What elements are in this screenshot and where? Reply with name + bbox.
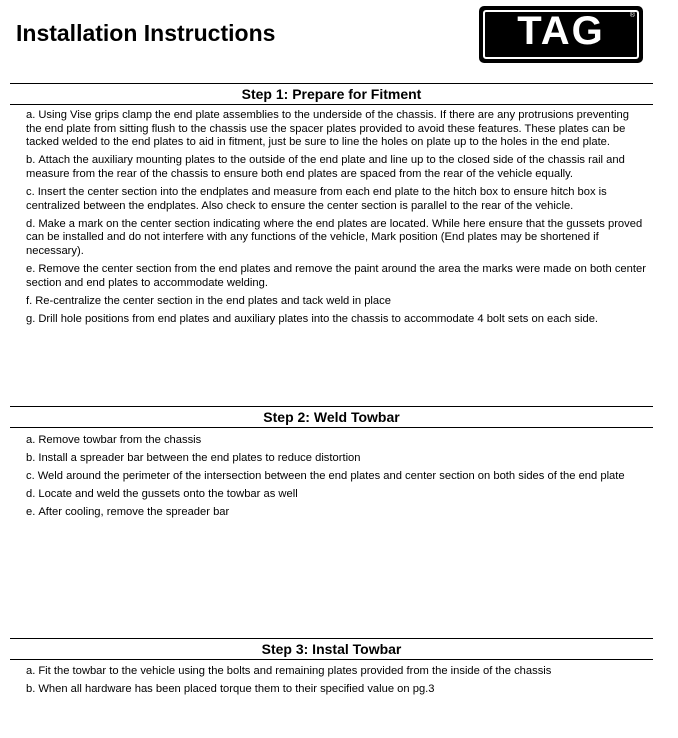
list-item: f. Re-centralize the center section in the end plates and tack weld in place bbox=[26, 294, 391, 307]
step-2-list bbox=[26, 434, 646, 524]
registered-mark: ® bbox=[629, 12, 635, 19]
list-item: a. Fit the towbar to the vehicle using the bolts and remaining plates provided from the inside of the chassis bbox=[26, 665, 552, 677]
list-item: d. Locate and weld the gussets onto the towbar as well bbox=[26, 488, 298, 501]
list-item: g. Drill hole positions from end plates and auxiliary plates into the chassis to accommodate 4 bolt sets on each side. bbox=[26, 312, 599, 325]
list-item: d. Make a mark on the center section indicating where the end plates are located. While here ensure that the gussets proved can be installed and do not interfere with any functions of the vehicle, Mark position (End plates may be shortened if necessary). bbox=[26, 217, 643, 257]
list-item: c. Weld around the perimeter of the intersection between the end plates and center section on both sides of the end plate bbox=[26, 470, 625, 483]
list-item: c. Insert the center section into the endplates and measure from each end plate to the hitch box to ensure hitch box is centralized between the endplates. Also check to ensure the center section is parallel to the rear of the vehicle. bbox=[26, 185, 607, 212]
list-item: e. Remove the center section from the end plates and remove the paint around the area the marks were made on both center section and end plates to accommodate welding. bbox=[26, 262, 646, 289]
list-item: a. Using Vise grips clamp the end plate assemblies to the underside of the chassis. If there are any protrusions preventing the end plate from sitting flush to the chassis use the spacer plates provided to avoid these features. These plates can be tacked welded to the end plates to aid in fitment, just be sure to line the holes on plate up to the holes in the end plate. bbox=[26, 109, 629, 149]
list-item: b. When all hardware has been placed torque them to their specified value on pg.3 bbox=[26, 683, 435, 696]
list-item: a. Remove towbar from the chassis bbox=[26, 434, 202, 446]
step-3-list bbox=[26, 665, 646, 701]
step-1-list bbox=[26, 109, 646, 331]
section-heading-step-1: Step 1: Prepare for Fitment bbox=[10, 83, 653, 105]
list-item: b. Install a spreader bar between the end plates to reduce distortion bbox=[26, 452, 361, 465]
list-item: e. After cooling, remove the spreader bar bbox=[26, 506, 230, 519]
logo-text: TAG bbox=[517, 9, 605, 53]
section-heading-step-3: Step 3: Instal Towbar bbox=[10, 638, 653, 660]
tag-logo bbox=[479, 6, 643, 63]
section-heading-step-2: Step 2: Weld Towbar bbox=[10, 406, 653, 428]
page-title: Installation Instructions bbox=[16, 20, 276, 46]
list-item: b. Attach the auxiliary mounting plates to the outside of the end plate and line up to the closed side of the chassis rail and measure from the rear of the chassis to ensure both end plates are spaced from the rear of the vehicle equally. bbox=[26, 154, 625, 180]
